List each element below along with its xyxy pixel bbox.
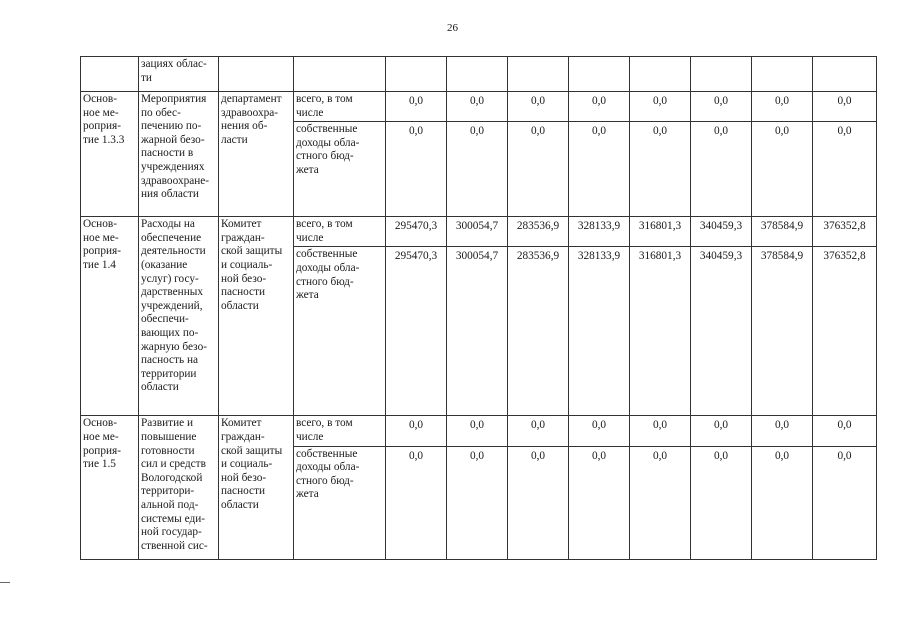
value-cell: 0,0	[813, 122, 877, 217]
activity-code-cell-line: Основ-	[83, 417, 117, 430]
value-cell	[813, 57, 877, 92]
budget-table	[80, 56, 877, 560]
activity-executor-cell-line: ской защиты	[221, 245, 283, 258]
activity-description-cell-line: альной под-	[141, 498, 199, 511]
executor-cell	[219, 57, 294, 92]
activity-executor-cell-line: и социаль-	[221, 258, 273, 271]
activity-code-cell-line: ное ме-	[83, 231, 119, 244]
funding-source-cell-line: всего, в том	[296, 93, 353, 105]
activity-total-row	[81, 416, 877, 446]
value-cell: 0,0	[813, 92, 877, 122]
activity-description-cell-line: ственной сис-	[141, 539, 208, 552]
activity-executor-cell-line: ласти	[221, 133, 248, 146]
value-cell: 0,0	[752, 416, 813, 446]
value-cell: 0,0	[447, 446, 508, 559]
value-cell: 340459,3	[691, 247, 752, 416]
activity-description-cell-line: жарную безо-	[141, 340, 207, 353]
description-cell-line: зациях облас-	[141, 58, 207, 70]
activity-description-cell-line: (оказание	[141, 258, 188, 271]
value-cell: 0,0	[630, 446, 691, 559]
activity-executor-cell-line: ной безо-	[221, 272, 267, 285]
value-cell: 328133,9	[569, 217, 630, 247]
value-cell	[447, 57, 508, 92]
activity-description-cell-line: готовности	[141, 444, 195, 457]
funding-source-cell	[294, 217, 386, 247]
value-cell: 0,0	[630, 122, 691, 217]
funding-source-cell-line: жета	[296, 488, 319, 501]
continuation-row	[81, 57, 877, 92]
activity-description-cell-line: Развитие и	[141, 417, 194, 430]
description-cell	[139, 57, 219, 92]
activity-description-cell-line: Вологодской	[141, 471, 203, 484]
value-cell	[630, 57, 691, 92]
activity-description-cell-line: ния области	[141, 188, 199, 201]
funding-source-cell-line: собственные	[296, 447, 358, 460]
value-cell: 0,0	[569, 446, 630, 559]
value-cell: 283536,9	[508, 217, 569, 247]
activity-executor-cell-line: и социаль-	[221, 458, 273, 471]
value-cell: 0,0	[752, 446, 813, 559]
funding-source-cell-line: стного бюд-	[296, 150, 354, 163]
funding-source-cell-line: числе	[296, 430, 324, 443]
activity-executor-cell-line: области	[221, 498, 259, 511]
activity-code-cell-line: Основ-	[83, 93, 117, 105]
value-cell: 0,0	[386, 122, 447, 217]
value-cell: 295470,3	[386, 247, 447, 416]
funding-source-cell-line: числе	[296, 106, 324, 119]
activity-description-cell-line: жарной безо-	[141, 133, 205, 146]
funding-source-cell-line: собственные	[296, 248, 358, 261]
activity-executor-cell-line: пасности	[221, 485, 266, 498]
activity-code-cell-line: роприя-	[83, 245, 121, 258]
value-cell: 0,0	[691, 446, 752, 559]
activity-description-cell-line: вающих по-	[141, 326, 199, 339]
activity-code-cell-line: ное ме-	[83, 106, 119, 119]
value-cell: 376352,8	[813, 247, 877, 416]
activity-description-cell-line: Мероприятия	[141, 93, 207, 105]
activity-executor-cell-line: граждан-	[221, 231, 265, 244]
value-cell: 0,0	[691, 122, 752, 217]
activity-executor-cell-line: ской защиты	[221, 444, 283, 457]
value-cell	[752, 57, 813, 92]
activity-description-cell-line: учреждениях	[141, 160, 205, 173]
activity-executor-cell	[219, 92, 294, 217]
activity-description-cell-line: пасность на	[141, 354, 199, 367]
funding-source-cell-line: всего, в том	[296, 417, 353, 430]
funding-source-cell-line: доходы обла-	[296, 461, 360, 474]
activity-code-cell-line: роприя-	[83, 444, 121, 457]
activity-code-cell-line: роприя-	[83, 120, 121, 133]
value-cell: 0,0	[508, 416, 569, 446]
value-cell: 0,0	[447, 92, 508, 122]
value-cell: 328133,9	[569, 247, 630, 416]
activity-code-cell	[81, 217, 139, 416]
activity-description-cell-line: обеспечи-	[141, 313, 189, 326]
value-cell	[508, 57, 569, 92]
activity-total-row	[81, 217, 877, 247]
activity-description-cell-line: учреждений,	[141, 299, 203, 312]
funding-source-cell-line: жета	[296, 289, 319, 302]
funding-source-cell-line: собственные	[296, 123, 358, 136]
activity-description-cell-line: обеспечение	[141, 231, 202, 244]
activity-code-cell	[81, 92, 139, 217]
activity-description-cell-line: территории	[141, 367, 197, 380]
value-cell: 378584,9	[752, 247, 813, 416]
activity-total-row	[81, 92, 877, 122]
activity-description-cell-line: территори-	[141, 485, 195, 498]
value-cell: 316801,3	[630, 217, 691, 247]
value-cell	[386, 57, 447, 92]
value-cell: 0,0	[691, 92, 752, 122]
value-cell: 295470,3	[386, 217, 447, 247]
activity-description-cell-line: услуг) госу-	[141, 272, 199, 285]
activity-description-cell	[139, 217, 219, 416]
activity-description-cell-line: области	[141, 381, 179, 394]
value-cell: 0,0	[813, 446, 877, 559]
value-cell: 0,0	[386, 416, 447, 446]
activity-executor-cell-line: здравоохра-	[221, 106, 279, 119]
value-cell: 0,0	[630, 416, 691, 446]
activity-executor-cell-line: Комитет	[221, 417, 262, 430]
activity-executor-cell-line: Комитет	[221, 218, 262, 231]
value-cell: 0,0	[813, 416, 877, 446]
value-cell: 0,0	[386, 446, 447, 559]
funding-source-cell	[294, 247, 386, 416]
value-cell: 283536,9	[508, 247, 569, 416]
activity-code-cell-line: тие 1.3.3	[83, 133, 125, 146]
activity-executor-cell-line: нения об-	[221, 120, 268, 133]
value-cell: 316801,3	[630, 247, 691, 416]
activity-description-cell-line: дарственных	[141, 286, 203, 299]
value-cell: 378584,9	[752, 217, 813, 247]
funding-source-cell-line: всего, в том	[296, 218, 353, 231]
description-cell-line: ти	[141, 71, 152, 84]
value-cell: 0,0	[447, 122, 508, 217]
activity-code-cell-line: ное ме-	[83, 430, 119, 443]
value-cell: 300054,7	[447, 217, 508, 247]
value-cell: 376352,8	[813, 217, 877, 247]
value-cell: 0,0	[569, 92, 630, 122]
funding-source-cell	[294, 446, 386, 559]
funding-source-cell	[294, 122, 386, 217]
funding-source-cell-line: числе	[296, 231, 324, 244]
value-cell: 0,0	[691, 416, 752, 446]
value-cell: 300054,7	[447, 247, 508, 416]
activity-executor-cell-line: граждан-	[221, 430, 265, 443]
funding-source-cell	[294, 92, 386, 122]
value-cell: 340459,3	[691, 217, 752, 247]
activity-description-cell-line: пасности в	[141, 147, 194, 160]
value-cell: 0,0	[569, 416, 630, 446]
activity-description-cell-line: повышение	[141, 430, 197, 443]
value-cell: 0,0	[508, 92, 569, 122]
funding-source-cell-line: стного бюд-	[296, 474, 354, 487]
code-cell	[81, 57, 139, 92]
activity-description-cell-line: здравоохране-	[141, 174, 210, 187]
activity-description-cell-line: системы еди-	[141, 512, 206, 525]
funding-source-cell-line: стного бюд-	[296, 275, 354, 288]
value-cell: 0,0	[386, 92, 447, 122]
value-cell: 0,0	[752, 92, 813, 122]
funding-source-cell-line: доходы обла-	[296, 261, 360, 274]
value-cell	[691, 57, 752, 92]
activity-code-cell-line: тие 1.4	[83, 258, 116, 271]
activity-description-cell-line: печению по-	[141, 120, 202, 133]
activity-executor-cell	[219, 416, 294, 559]
page-edge-mark	[0, 582, 10, 583]
funding-source-cell-line: доходы обла-	[296, 136, 360, 149]
activity-executor-cell-line: области	[221, 299, 259, 312]
value-cell: 0,0	[630, 92, 691, 122]
activity-code-cell	[81, 416, 139, 559]
value-cell: 0,0	[447, 416, 508, 446]
funding-source-cell	[294, 416, 386, 446]
activity-description-cell-line: ной государ-	[141, 526, 202, 539]
value-cell: 0,0	[569, 122, 630, 217]
value-cell: 0,0	[752, 122, 813, 217]
activity-executor-cell	[219, 217, 294, 416]
value-cell: 0,0	[508, 122, 569, 217]
page-number: 26	[447, 22, 458, 34]
activity-description-cell-line: деятельности	[141, 245, 206, 258]
activity-description-cell-line: по обес-	[141, 106, 181, 119]
activity-description-cell	[139, 92, 219, 217]
activity-description-cell	[139, 416, 219, 559]
activity-executor-cell-line: департамент	[221, 93, 282, 105]
activity-code-cell-line: Основ-	[83, 218, 117, 231]
activity-code-cell-line: тие 1.5	[83, 458, 116, 471]
value-cell	[569, 57, 630, 92]
activity-description-cell-line: сил и средств	[141, 458, 206, 471]
value-cell: 0,0	[508, 446, 569, 559]
activity-description-cell-line: Расходы на	[141, 218, 195, 231]
source-cell	[294, 57, 386, 92]
activity-executor-cell-line: ной безо-	[221, 471, 267, 484]
funding-source-cell-line: жета	[296, 163, 319, 176]
activity-executor-cell-line: пасности	[221, 286, 266, 299]
